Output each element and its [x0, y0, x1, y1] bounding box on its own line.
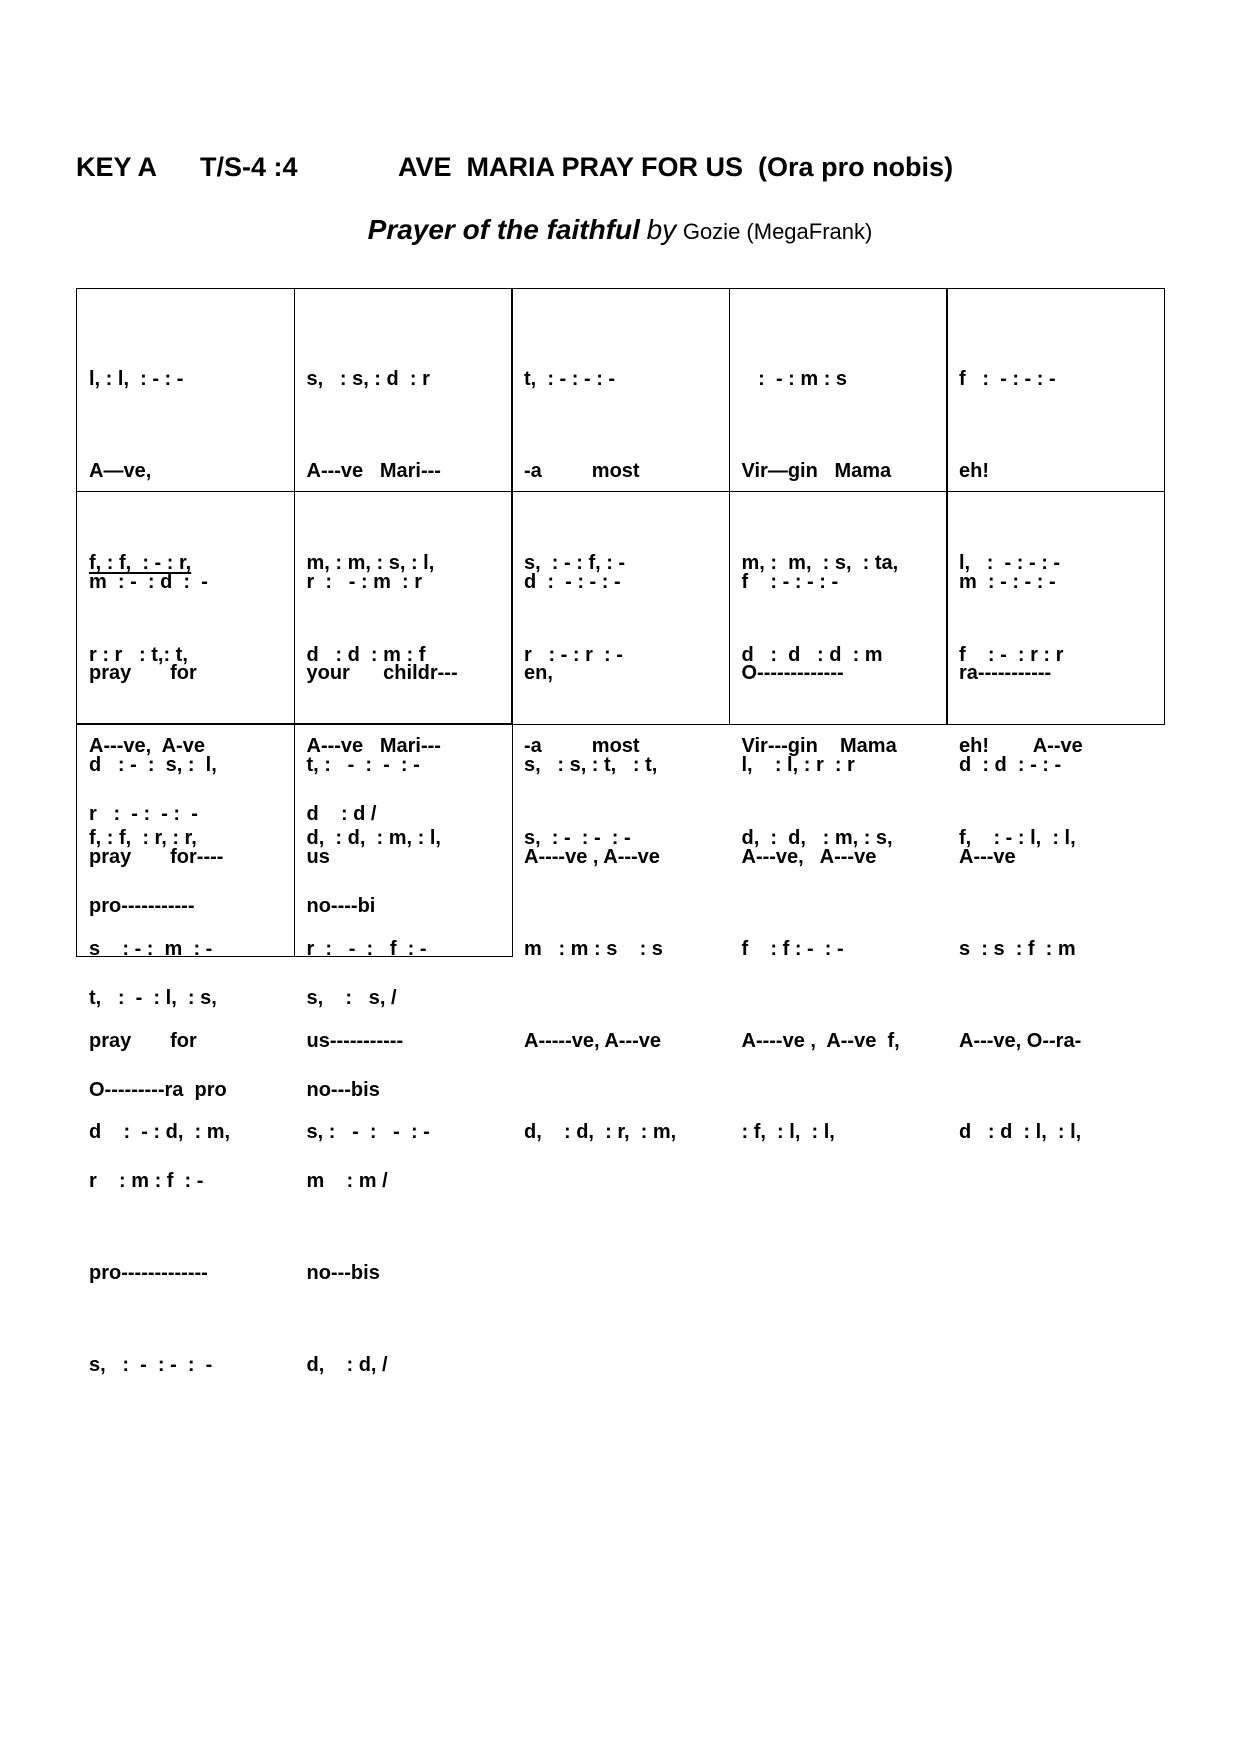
- cell-line: s, : s, /: [306, 986, 397, 1009]
- cell-line: l, : - : - : -: [959, 551, 1061, 574]
- cell-line: Vir---gin Mama: [741, 735, 897, 758]
- cell-line: no---bis: [306, 1262, 380, 1285]
- subtitle: [0, 214, 1240, 246]
- cell-line-underlined: f, : f, : - : r,: [89, 551, 192, 574]
- cell-line: d, : d, : m, : s,: [741, 827, 893, 850]
- cell-line: : - : m : s: [741, 368, 848, 391]
- cell-line: f : - : - : -: [959, 368, 1056, 391]
- cell-line: d, : d, /: [306, 1353, 388, 1376]
- cell-line: m : m /: [306, 1170, 388, 1193]
- cell-line: O-------------: [741, 662, 844, 685]
- cell-line: r : - : m : r: [306, 570, 423, 593]
- cell-line: d : d : l, : l,: [959, 1121, 1082, 1144]
- cell-line: A-----ve, A---ve: [524, 1029, 662, 1052]
- cell-line: pray for----: [89, 846, 224, 869]
- subtitle-main: Prayer of the faithful: [367, 214, 640, 245]
- cell-line: f : - : r : r: [959, 643, 1064, 666]
- cell-line: pro-----------: [89, 894, 195, 917]
- cell-line: f : f : - : -: [741, 937, 844, 960]
- cell-line: d, : d, : r, : m,: [524, 1121, 677, 1144]
- cell-line: d : - : d, : m,: [89, 1121, 231, 1144]
- cell-line: en,: [524, 662, 553, 685]
- cell-line: A---ve, O--ra-: [959, 1029, 1082, 1052]
- cell-line: s, : - : - : -: [89, 1353, 213, 1376]
- cell-line: m : - : - : -: [959, 570, 1056, 593]
- cell-line: ra-----------: [959, 662, 1052, 685]
- cell-line: A----ve , A---ve: [524, 846, 660, 869]
- cell-line: no----bi: [306, 894, 376, 917]
- time-signature: T/S-4 :4: [200, 152, 298, 182]
- cell-line: m : - : d : -: [89, 570, 208, 593]
- cell-line: pray for: [89, 662, 197, 685]
- cell-line: pro-------------: [89, 1262, 208, 1285]
- cell-line: t, : - : - : -: [524, 368, 616, 391]
- cell-line: -a most: [524, 735, 640, 758]
- cell-line: s, : - : f, : -: [524, 551, 626, 574]
- cell-line: pray for: [89, 1029, 197, 1052]
- solfa-grid: [76, 288, 1170, 1376]
- cell-line: eh! A--ve: [959, 735, 1083, 758]
- cell-line: r : r : t,: t,: [89, 643, 188, 666]
- cell-line: A---ve, A-ve: [89, 735, 205, 758]
- cell-line: A---ve Mari---: [306, 459, 441, 482]
- cell-line: r : - : - : -: [89, 803, 198, 826]
- cell-line: d : d : - : -: [959, 754, 1062, 777]
- cell-line: -a most: [524, 459, 640, 482]
- cell-line: s, : - : - : -: [306, 1121, 430, 1144]
- cell-line: l, : l, : - : -: [89, 368, 184, 391]
- cell-line: s, : - : - : -: [524, 827, 631, 850]
- cell-line: t, : - : l, : s,: [89, 986, 217, 1009]
- cell-line: d : d /: [306, 803, 377, 826]
- cell-line: your childr---: [306, 662, 458, 685]
- cell-line: f : - : - : -: [741, 570, 839, 593]
- cell-line: t, : - : - : -: [306, 754, 420, 777]
- cell-line: A----ve , A--ve f,: [741, 1029, 900, 1052]
- cell-line: m, : m, : s, : l,: [306, 551, 435, 574]
- subtitle-author: Gozie (MegaFrank): [682, 219, 873, 244]
- cell-line: eh!: [959, 459, 989, 482]
- cell-line: d : d : d : m: [741, 643, 883, 666]
- cell-line: A---ve, A---ve: [741, 846, 877, 869]
- cell-line: d : - : - : -: [524, 570, 621, 593]
- cell-line: r : - : f : -: [306, 937, 427, 960]
- cell-line: s : s : f : m: [959, 937, 1076, 960]
- cell-line: s : - : m : -: [89, 937, 213, 960]
- cell-line: d : d : m : f: [306, 643, 426, 666]
- cell-line: A---ve Mari---: [306, 735, 441, 758]
- cell-line: A---ve: [959, 846, 1016, 869]
- song-title: AVE MARIA PRAY FOR US (Ora pro nobis): [398, 152, 954, 182]
- cell-line: Vir—gin Mama: [741, 459, 892, 482]
- subtitle-by: by: [646, 214, 677, 245]
- cell-line: s, : s, : t, : t,: [524, 754, 658, 777]
- cell-line: A—ve,: [89, 459, 152, 482]
- cell-line: us-----------: [306, 1029, 404, 1052]
- cell-line: r : - : r : -: [524, 643, 623, 666]
- cell-line: f, : f, : r, : r,: [89, 827, 197, 850]
- cell-line: m : m : s : s: [524, 937, 663, 960]
- cell-line: d, : d, : m, : l,: [306, 827, 441, 850]
- cell-line: d : - : s, : l,: [89, 754, 217, 777]
- key-label: KEY A: [76, 152, 158, 182]
- cell-line: : f, : l, : l,: [741, 1121, 835, 1144]
- page-header: [76, 152, 1176, 192]
- cell-line: s, : s, : d : r: [306, 368, 430, 391]
- cell-line: l, : l, : r : r: [741, 754, 855, 777]
- cell-line: O---------ra pro: [89, 1078, 227, 1101]
- cell-line: no---bis: [306, 1078, 380, 1101]
- cell-line: r : m : f : -: [89, 1170, 204, 1193]
- cell-line: f, : - : l, : l,: [959, 827, 1076, 850]
- cell-line: m, : m, : s, : ta,: [741, 551, 899, 574]
- cell-line: us: [306, 846, 330, 869]
